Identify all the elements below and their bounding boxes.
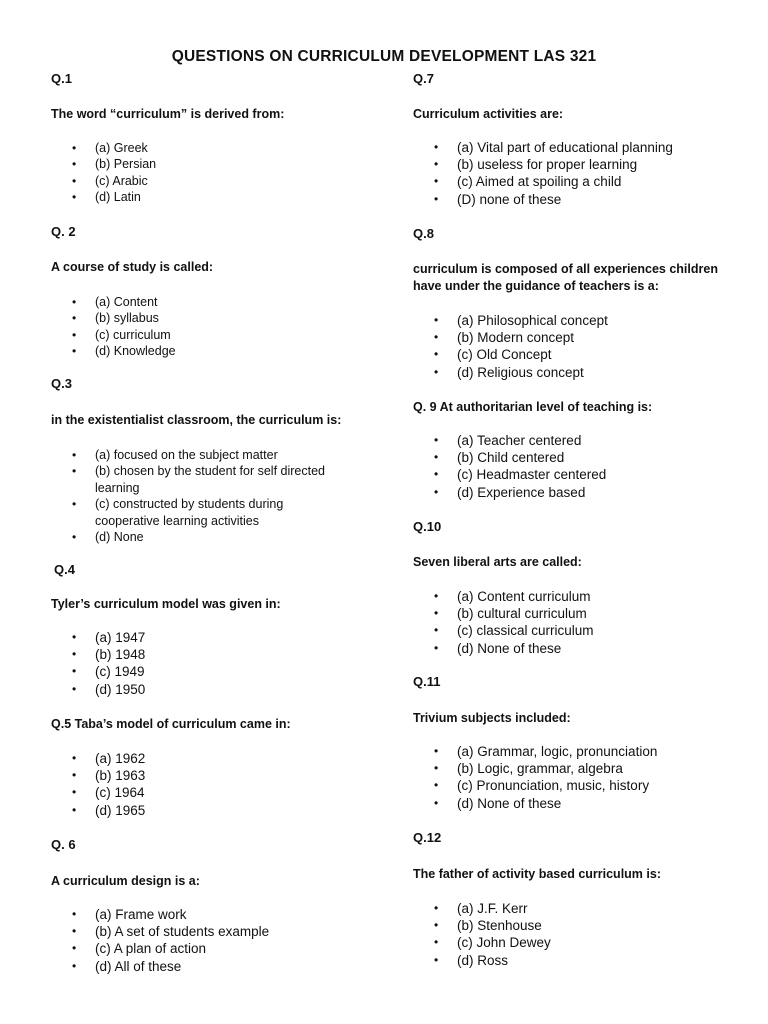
bullet-icon: •: [434, 901, 439, 915]
question-prompt: Q.5 Taba’s model of curriculum came in:: [51, 717, 291, 731]
bullet-icon: •: [434, 484, 439, 499]
bullet-icon: •: [434, 952, 439, 967]
option-text: (c) 1949: [95, 664, 145, 680]
answer-option: [413, 777, 743, 794]
answer-option: [413, 139, 743, 156]
bullet-icon: •: [72, 630, 77, 644]
bullet-icon: •: [434, 589, 439, 603]
bullet-icon: •: [72, 907, 77, 921]
question-prompt: Trivium subjects included:: [413, 711, 571, 725]
bullet-icon: •: [434, 174, 439, 189]
question-number: Q.3: [51, 376, 72, 391]
option-text: (a) Philosophical concept: [457, 313, 608, 328]
bullet-icon: •: [434, 157, 439, 172]
answer-option: [413, 900, 743, 917]
bullet-icon: •: [72, 785, 77, 800]
answer-option: [51, 784, 351, 801]
page-title: QUESTIONS ON CURRICULUM DEVELOPMENT LAS 321: [171, 48, 597, 65]
question-prompt: Q. 9 At authoritarian level of teaching is:: [413, 400, 653, 414]
bullet-icon: •: [72, 924, 77, 939]
option-text: (b) Stenhouse: [457, 918, 542, 934]
bullet-icon: •: [72, 344, 77, 359]
option-text: (b) Modern concept: [457, 330, 575, 346]
bullet-icon: •: [72, 190, 77, 205]
option-text: (d) All of these: [95, 958, 182, 974]
bullet-icon: •: [72, 802, 77, 817]
bullet-icon: •: [72, 464, 77, 479]
option-text: (c) Pronunciation, music, history: [457, 778, 650, 794]
option-text: (b) 1948: [95, 647, 146, 663]
bullet-icon: •: [434, 761, 439, 776]
bullet-icon: •: [72, 311, 77, 326]
option-text: (a) Grammar, logic, pronunciation: [457, 744, 658, 759]
bullet-icon: •: [72, 295, 77, 309]
option-text: (b) Logic, grammar, algebra: [457, 761, 623, 777]
answer-option: [413, 588, 743, 605]
answer-options: [51, 750, 351, 819]
option-text: (b) Persian: [95, 157, 157, 172]
bullet-icon: •: [434, 795, 439, 810]
bullet-icon: •: [434, 364, 439, 379]
answer-option: [51, 463, 351, 496]
bullet-icon: •: [72, 173, 77, 188]
option-text: (c) Old Concept: [457, 347, 552, 363]
option-text: (c) Arabic: [95, 173, 148, 188]
answer-option: [51, 140, 351, 156]
question-prompt: Curriculum activities are:: [413, 107, 564, 121]
option-text: (b) Child centered: [457, 450, 565, 466]
option-text: (d) 1950: [95, 681, 146, 697]
answer-option: [413, 934, 743, 951]
bullet-icon: •: [72, 664, 77, 679]
option-text: (d) 1965: [95, 802, 146, 818]
question-prompt: The father of activity based curriculum is:: [413, 867, 661, 881]
option-text: (d) Experience based: [457, 484, 586, 500]
option-text: (a) Vital part of educational planning: [457, 140, 673, 155]
question-prompt: A curriculum design is a:: [51, 874, 200, 888]
option-text: (c) Headmaster centered: [457, 467, 607, 483]
bullet-icon: •: [72, 157, 77, 172]
question-number: Q.4: [54, 562, 75, 577]
answer-option: [51, 663, 351, 680]
bullet-icon: •: [72, 497, 77, 512]
question-number: Q. 6: [51, 837, 76, 852]
bullet-icon: •: [434, 140, 439, 154]
option-text: (c) Aimed at spoiling a child: [457, 174, 622, 190]
answer-options: [413, 312, 743, 381]
bullet-icon: •: [434, 330, 439, 345]
answer-option: [413, 760, 743, 777]
answer-option: [51, 906, 351, 923]
bullet-icon: •: [72, 958, 77, 973]
bullet-icon: •: [434, 744, 439, 758]
answer-option: [51, 343, 351, 359]
option-text: (a) 1947: [95, 630, 146, 645]
bullet-icon: •: [434, 778, 439, 793]
answer-option: [413, 312, 743, 329]
option-text: (b) cultural curriculum: [457, 606, 587, 622]
bullet-icon: •: [72, 530, 77, 545]
answer-option: [51, 767, 351, 784]
bullet-icon: •: [434, 450, 439, 465]
answer-option: [413, 622, 743, 639]
answer-option: [51, 629, 351, 646]
option-text: (d) None of these: [457, 795, 562, 811]
answer-option: [413, 364, 743, 381]
answer-options: [51, 294, 351, 360]
answer-options: [51, 906, 351, 975]
question-number: Q.8: [413, 226, 434, 241]
answer-option: [51, 496, 351, 529]
answer-option: [51, 923, 351, 940]
option-text: (b) syllabus: [95, 311, 159, 326]
option-text: (a) Content: [95, 295, 158, 309]
option-text: (c) curriculum: [95, 327, 171, 342]
option-text: (a) 1962: [95, 751, 146, 766]
bullet-icon: •: [434, 191, 439, 206]
answer-options: [51, 629, 351, 698]
answer-option: [51, 156, 351, 172]
bullet-icon: •: [72, 327, 77, 342]
answer-option: [413, 329, 743, 346]
answer-option: [51, 529, 351, 545]
answer-option: [51, 173, 351, 189]
answer-option: [413, 449, 743, 466]
answer-option: [51, 940, 351, 957]
answer-option: [51, 327, 351, 343]
question-prompt: curriculum is composed of all experiences children have under the guidance of teachers is a:: [413, 262, 718, 293]
answer-option: [413, 605, 743, 622]
answer-option: [51, 294, 351, 310]
option-text: (d) Knowledge: [95, 344, 176, 359]
question-number: Q.10: [413, 519, 442, 534]
option-text: (a) Teacher centered: [457, 433, 582, 448]
option-text: (a) Frame work: [95, 907, 187, 922]
answer-options: [51, 447, 351, 545]
answer-option: [413, 191, 743, 208]
answer-option: [413, 156, 743, 173]
option-text: (d) Ross: [457, 952, 509, 968]
bullet-icon: •: [434, 606, 439, 621]
answer-option: [51, 750, 351, 767]
option-text: (c) John Dewey: [457, 935, 551, 951]
question-number: Q. 2: [51, 224, 76, 239]
answer-option: [413, 432, 743, 449]
bullet-icon: •: [434, 313, 439, 327]
question-number: Q.12: [413, 830, 442, 845]
answer-option: [51, 447, 351, 463]
answer-options: [51, 140, 351, 206]
question-prompt: Seven liberal arts are called:: [413, 555, 582, 569]
answer-options: [413, 432, 743, 501]
option-text: (d) Religious concept: [457, 364, 584, 380]
bullet-icon: •: [434, 935, 439, 950]
option-text: (d) None: [95, 530, 144, 545]
option-text: (a) focused on the subject matter: [95, 448, 278, 462]
answer-option: [413, 795, 743, 812]
option-text: (b) A set of students example: [95, 924, 270, 940]
answer-options: [413, 743, 743, 812]
bullet-icon: •: [434, 623, 439, 638]
question-prompt: The word “curriculum” is derived from:: [51, 107, 285, 121]
option-text: (c) constructed by students during cooperative learning activities: [95, 497, 284, 528]
bullet-icon: •: [434, 467, 439, 482]
option-text: (b) 1963: [95, 768, 146, 784]
answer-options: [413, 900, 743, 969]
bullet-icon: •: [434, 640, 439, 655]
answer-option: [51, 189, 351, 205]
option-text: (d) None of these: [457, 640, 562, 656]
bullet-icon: •: [72, 751, 77, 765]
option-text: (c) classical curriculum: [457, 623, 594, 639]
option-text: (d) Latin: [95, 190, 141, 205]
question-prompt: in the existentialist classroom, the curriculum is:: [51, 413, 342, 427]
option-text: (a) J.F. Kerr: [457, 901, 528, 916]
bullet-icon: •: [434, 433, 439, 447]
option-text: (b) useless for proper learning: [457, 157, 638, 173]
bullet-icon: •: [72, 681, 77, 696]
answer-option: [413, 173, 743, 190]
bullet-icon: •: [434, 918, 439, 933]
answer-option: [51, 802, 351, 819]
answer-option: [413, 466, 743, 483]
bullet-icon: •: [72, 647, 77, 662]
option-text: (a) Content curriculum: [457, 589, 591, 604]
question-number: Q.11: [413, 674, 441, 689]
answer-option: [51, 310, 351, 326]
answer-option: [413, 952, 743, 969]
answer-options: [413, 139, 743, 208]
question-prompt: Tyler’s curriculum model was given in:: [51, 597, 281, 611]
option-text: (D) none of these: [457, 191, 562, 207]
bullet-icon: •: [72, 768, 77, 783]
answer-option: [413, 917, 743, 934]
answer-options: [413, 588, 743, 657]
answer-option: [413, 346, 743, 363]
question-prompt: A course of study is called:: [51, 260, 214, 274]
answer-option: [413, 640, 743, 657]
answer-option: [413, 484, 743, 501]
question-number: Q.1: [51, 71, 72, 86]
option-text: (a) Greek: [95, 141, 148, 155]
answer-option: [413, 743, 743, 760]
answer-option: [51, 681, 351, 698]
bullet-icon: •: [72, 941, 77, 956]
bullet-icon: •: [72, 141, 77, 155]
option-text: (b) chosen by the student for self directed learning: [95, 464, 325, 495]
question-number: Q.7: [413, 71, 434, 86]
bullet-icon: •: [72, 448, 77, 462]
option-text: (c) 1964: [95, 785, 145, 801]
bullet-icon: •: [434, 347, 439, 362]
option-text: (c) A plan of action: [95, 941, 207, 957]
answer-option: [51, 958, 351, 975]
answer-option: [51, 646, 351, 663]
